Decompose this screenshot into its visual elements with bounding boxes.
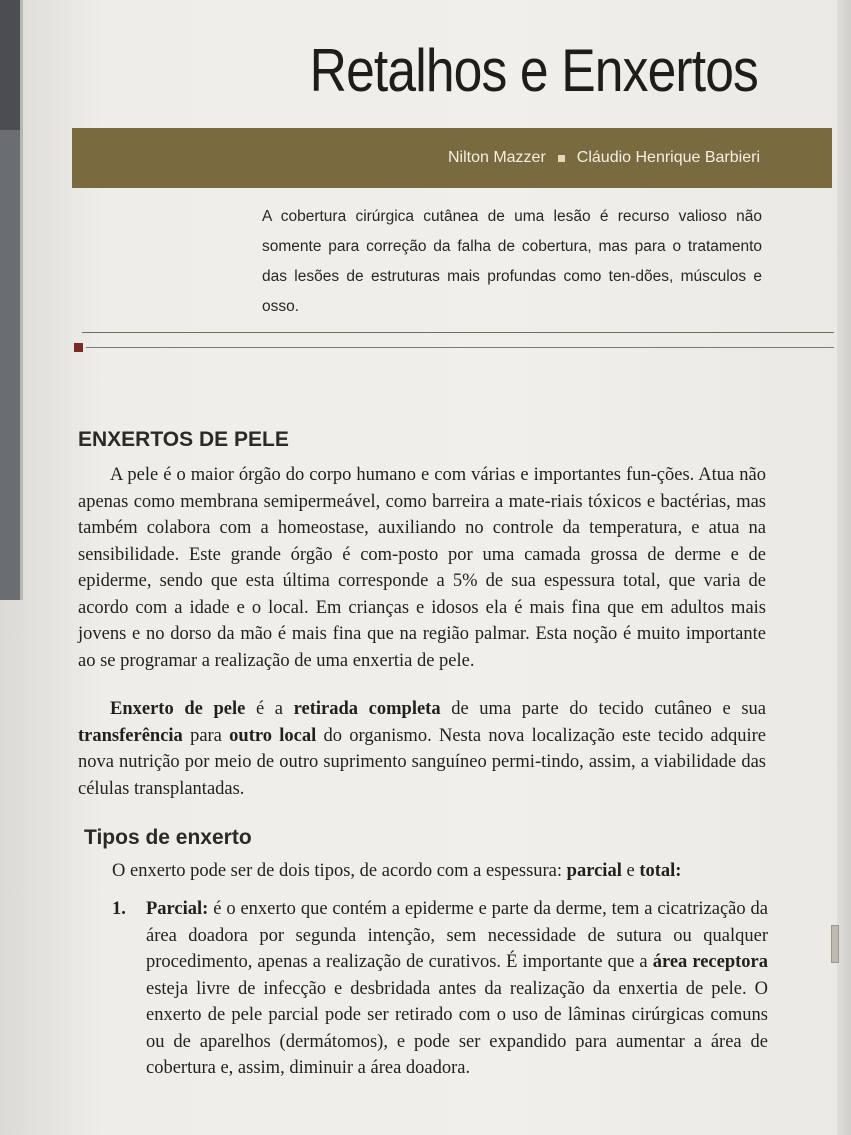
paragraph-2-text-a: é a	[245, 699, 294, 719]
page-tab-marker	[831, 925, 839, 963]
term-area-receptora: área receptora	[652, 952, 769, 972]
intro-text-b: e	[621, 861, 640, 881]
chapter-abstract: A cobertura cirúrgica cutânea de uma lesão é recurso valioso não somente para correção da falha de cobertura, mas para o tratamento das lesões de estruturas mais profundas como ten-dões, músculos e osso.	[262, 208, 762, 315]
term-parcial: parcial	[566, 861, 622, 881]
list-item-label: Parcial:	[146, 899, 209, 919]
term-enxerto-de-pele: Enxerto de pele	[110, 699, 246, 719]
author-band	[72, 128, 832, 188]
list-item-body	[146, 896, 768, 1082]
paragraph-1: A pele é o maior órgão do corpo humano e com várias e importantes fun-ções. Atua não apenas como membrana semipermeável, como barreira a mate-riais tóxicos e bactérias, mas também colabora com a homeostase, auxiliando no controle da temperatura, e atua na sensibilidade. Este grande órgão é com-posto por uma camada grossa de derme e de epiderme, sendo que esta última corresponde a 5% de sua espessura total, que varia de acordo com a idade e o local. Em crianças e idosos ela é mais fina que em adultos mais jovens e no dorso da mão é mais fina que na região palmar. Esta noção é muito importante ao se programar a realização de uma enxertia de pele.	[78, 465, 766, 671]
intro-text-a: O enxerto pode ser de dois tipos, de acordo com a espessura:	[112, 861, 567, 881]
list-item-number: 1.	[112, 899, 126, 919]
term-transferencia: transferência	[78, 725, 183, 746]
paragraph-2	[78, 696, 766, 802]
list-item	[112, 896, 768, 1082]
right-page-edge	[837, 0, 851, 1135]
types-list	[112, 896, 768, 1082]
author-2: Cláudio Henrique Barbieri	[576, 149, 760, 166]
divider-rule-secondary	[86, 347, 834, 348]
paragraph-2-text-b: de uma parte do tecido cutâneo e sua	[440, 699, 767, 719]
section-heading: ENXERTOS DE PELE	[78, 428, 289, 451]
subsection-intro	[112, 858, 772, 885]
term-outro-local: outro local	[229, 725, 317, 746]
author-1: Nilton Mazzer	[447, 149, 546, 166]
divider-rule	[82, 332, 834, 333]
divider-square-icon	[74, 343, 83, 352]
term-total: total:	[639, 861, 682, 881]
list-item-text-a: é o enxerto que contém a epiderme e parte da derme, tem a cicatrização da área doadora por segunda intenção, sem necessidade de sutura ou qualquer procedimento, apenas a realização de curativos. É importante que a	[146, 899, 768, 972]
term-retirada-completa: retirada completa	[293, 699, 441, 719]
paragraph-2-text-d: do organismo. Nesta nova localização este tecido adquire nova nutrição por meio de outro suprimento sanguíneo permi-tindo, assim, a viabilidade das células transplantadas.	[78, 725, 766, 799]
left-edge-grey-bar	[0, 130, 20, 600]
chapter-title: Retalhos e Enxertos	[309, 37, 758, 104]
left-edge-strip	[20, 0, 23, 600]
subsection-heading: Tipos de enxerto	[84, 826, 252, 849]
list-item-text-b: esteja livre de infecção e desbridada antes da realização da enxertia de pele. O enxerto de pele parcial pode ser retirado com o uso de lâminas cirúrgicas comuns ou de aparelhos (dermátomos), e pode ser expandido para aumentar a área de cobertura e, assim, diminuir a área doadora.	[146, 978, 768, 1078]
paragraph-2-text-c: para	[182, 725, 230, 746]
author-separator-icon	[558, 155, 565, 162]
